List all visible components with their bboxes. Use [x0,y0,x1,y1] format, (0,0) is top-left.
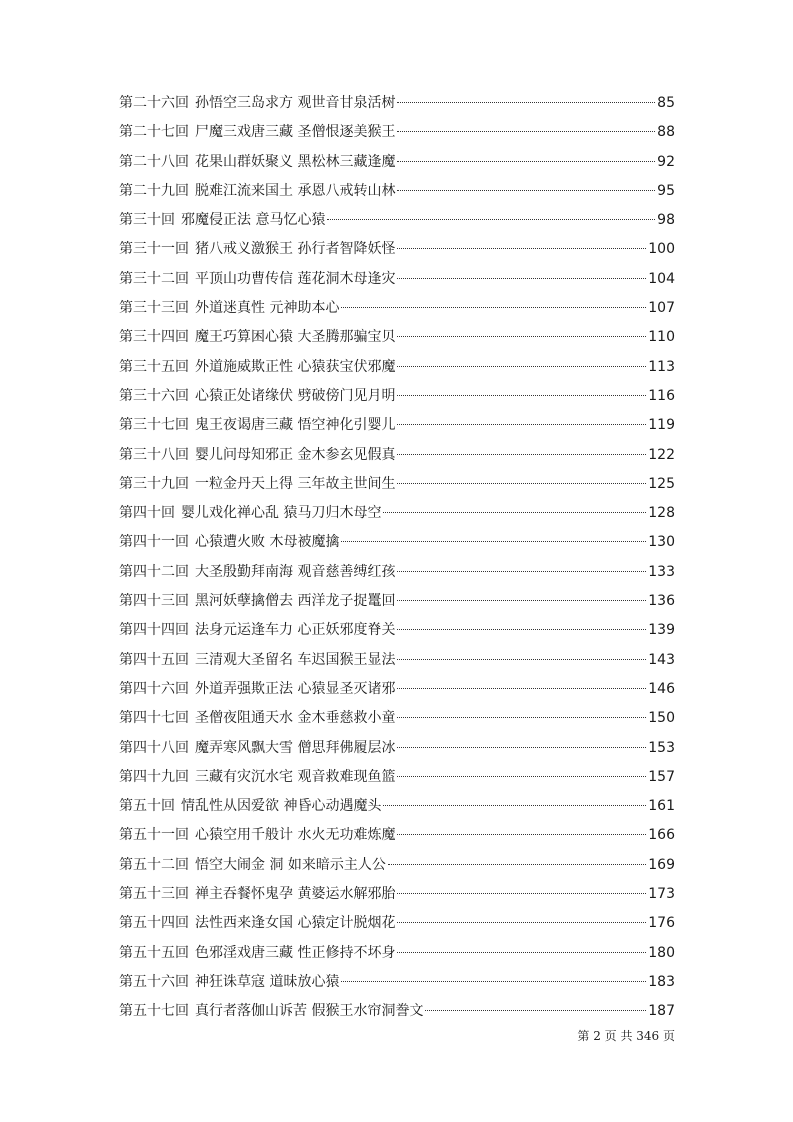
toc-page-number: 125 [648,475,675,492]
dot-leader [397,834,646,835]
toc-entry[interactable] [119,89,675,118]
toc-page-number: 133 [648,563,675,580]
toc-chapter-title: 脱难江流来国土 承恩八戒转山林 [195,182,396,199]
toc-page-number: 85 [657,95,675,111]
toc-page-number: 92 [657,153,675,170]
dot-leader [397,483,646,484]
dot-leader [341,541,646,542]
dot-leader [397,659,646,660]
dot-leader [397,922,646,923]
toc-chapter-number: 第五十二回 [119,856,189,873]
toc-entry[interactable] [119,528,675,557]
toc-chapter-number: 第二十七回 [119,124,189,141]
dot-leader [397,629,646,630]
toc-entry[interactable] [119,265,675,294]
dot-leader [397,454,646,455]
toc-chapter-number: 第三十五回 [119,358,189,375]
dot-leader [397,717,646,718]
toc-page-number: 169 [648,856,675,873]
toc-page-number: 122 [648,446,675,463]
page-number-footer: 第 2 页 共 346 页 [577,1029,675,1043]
toc-entry[interactable] [119,294,675,323]
toc-chapter-number: 第四十六回 [119,680,189,697]
toc-page-number: 116 [648,387,675,404]
toc-entry[interactable] [119,939,675,968]
toc-page-number: 136 [648,593,675,610]
toc-chapter-title: 三清观大圣留名 车迟国猴王显法 [195,651,396,668]
toc-entry[interactable] [119,880,675,909]
toc-entry[interactable] [119,177,675,206]
toc-chapter-number: 第二十九回 [119,182,189,199]
toc-chapter-number: 第二十八回 [119,153,189,170]
toc-entry[interactable] [119,616,675,645]
dot-leader [397,102,655,103]
toc-entry[interactable] [119,148,675,177]
toc-chapter-title: 情乱性从因爱欲 神昏心动遇魔头 [181,798,382,815]
toc-chapter-number: 第五十五回 [119,944,189,961]
dot-leader [397,161,655,162]
toc-page-number: 143 [648,651,675,668]
toc-chapter-number: 第三十四回 [119,329,189,346]
toc-chapter-number: 第五十回 [119,798,175,815]
toc-entry[interactable] [119,734,675,763]
toc-entry[interactable] [119,206,675,235]
toc-page-number: 166 [648,827,675,844]
toc-page-number: 128 [648,505,675,522]
toc-chapter-title: 黑河妖孽擒僧去 西洋龙子捉鼍回 [195,593,396,610]
toc-page-number: 153 [648,739,675,756]
toc-chapter-title: 心猿正处诸缘伏 劈破傍门见月明 [195,387,396,404]
toc-chapter-number: 第三十回 [119,212,175,229]
toc-chapter-number: 第四十九回 [119,768,189,785]
toc-page-number: 180 [648,944,675,961]
toc-chapter-number: 第四十五回 [119,651,189,668]
dot-leader [397,600,646,601]
dot-leader [397,776,646,777]
dot-leader [397,336,646,337]
toc-chapter-number: 第二十六回 [119,95,189,111]
toc-page-number: 113 [648,358,675,375]
toc-page-number: 100 [648,241,675,258]
toc-page-number: 110 [648,329,675,346]
toc-page-number: 150 [648,710,675,727]
toc-chapter-title: 心猿遭火败 木母被魔擒 [195,534,340,551]
toc-chapter-title: 圣僧夜阻通天水 金木垂慈救小童 [195,710,396,727]
dot-leader [397,952,646,953]
toc-entry[interactable] [119,118,675,147]
toc-entry[interactable] [119,587,675,616]
toc-chapter-title: 大圣殷勤拜南海 观音慈善缚红孩 [195,563,396,580]
toc-chapter-number: 第五十一回 [119,827,189,844]
toc-entry[interactable] [119,411,675,440]
toc-page-number: 119 [648,417,675,434]
dot-leader [425,1010,646,1011]
toc-chapter-number: 第三十一回 [119,241,189,258]
dot-leader [327,219,655,220]
toc-chapter-title: 外道弄强欺正法 心猿显圣灭诸邪 [195,680,396,697]
dot-leader [397,248,646,249]
dot-leader [397,131,655,132]
toc-chapter-title: 平顶山功曹传信 莲花洞木母逢灾 [195,270,396,287]
toc-entry[interactable] [119,909,675,938]
toc-chapter-number: 第三十六回 [119,387,189,404]
toc-entry[interactable] [119,851,675,880]
toc-chapter-title: 孙悟空三岛求方 观世音甘泉活树 [195,95,396,111]
toc-chapter-title: 外道施威欺正性 心猿获宝伏邪魔 [195,358,396,375]
toc-chapter-number: 第五十三回 [119,886,189,903]
toc-page-number: 183 [648,973,675,990]
toc-page-number: 187 [648,1003,675,1020]
toc-chapter-title: 外道迷真性 元神助本心 [195,300,340,317]
dot-leader [397,747,646,748]
toc-chapter-title: 魔弄寒风飘大雪 僧思拜佛履层冰 [195,739,396,756]
toc-entry[interactable] [119,470,675,499]
dot-leader [341,307,646,308]
toc-chapter-title: 尸魔三戏唐三藏 圣僧恨逐美猴王 [195,124,396,141]
toc-entry[interactable] [119,704,675,733]
toc-chapter-number: 第五十七回 [119,1003,189,1020]
toc-entry[interactable] [119,323,675,352]
toc-entry[interactable] [119,792,675,821]
toc-entry[interactable] [119,441,675,470]
toc-chapter-number: 第三十九回 [119,475,189,492]
dot-leader [397,395,646,396]
toc-page-number: 95 [657,182,675,199]
toc-chapter-number: 第五十四回 [119,915,189,932]
toc-chapter-number: 第三十八回 [119,446,189,463]
dot-leader [397,688,646,689]
toc-chapter-title: 色邪淫戏唐三藏 性正修持不坏身 [195,944,396,961]
toc-chapter-title: 法性西来逢女国 心猿定计脱烟花 [195,915,396,932]
dot-leader [397,278,646,279]
toc-chapter-title: 婴儿问母知邪正 金木参玄见假真 [195,446,396,463]
toc-page-number: 146 [648,680,675,697]
toc-page-number: 104 [648,270,675,287]
toc-chapter-number: 第四十七回 [119,710,189,727]
dot-leader [341,981,646,982]
toc-page-number: 98 [657,212,675,229]
toc-page-number: 107 [648,300,675,317]
toc-page-number: 176 [648,915,675,932]
toc-chapter-number: 第四十一回 [119,534,189,551]
toc-entry[interactable] [119,235,675,264]
dot-leader [383,805,646,806]
toc-entry[interactable] [119,382,675,411]
toc-chapter-title: 鬼王夜谒唐三藏 悟空神化引婴儿 [195,417,396,434]
toc-chapter-title: 禅主吞餐怀鬼孕 黄婆运水解邪胎 [195,886,396,903]
toc-page-number: 157 [648,768,675,785]
toc-chapter-number: 第四十八回 [119,739,189,756]
toc-chapter-title: 真行者落伽山诉苦 假猴王水帘洞誊文 [195,1003,424,1020]
dot-leader [397,893,646,894]
toc-page-number: 130 [648,534,675,551]
toc-chapter-title: 婴儿戏化禅心乱 猿马刀归木母空 [181,505,382,522]
toc-chapter-title: 悟空大闹金 洞 如来暗示主人公 [195,856,386,873]
toc-entry[interactable] [119,646,675,675]
dot-leader [397,424,646,425]
table-of-contents [119,89,675,1027]
toc-entry[interactable] [119,997,675,1026]
toc-chapter-title: 邪魔侵正法 意马忆心猿 [181,212,326,229]
toc-chapter-number: 第四十二回 [119,563,189,580]
toc-page-number: 173 [648,886,675,903]
toc-page-number: 88 [657,124,675,141]
toc-chapter-number: 第四十四回 [119,622,189,639]
toc-entry[interactable] [119,558,675,587]
toc-chapter-number: 第三十七回 [119,417,189,434]
toc-chapter-number: 第三十三回 [119,300,189,317]
toc-chapter-title: 神狂诛草寇 道昧放心猿 [195,973,340,990]
toc-entry[interactable] [119,499,675,528]
toc-chapter-title: 三藏有灾沉水宅 观音救难现鱼篮 [195,768,396,785]
toc-entry[interactable] [119,353,675,382]
toc-chapter-title: 心猿空用千般计 水火无功难炼魔 [195,827,396,844]
toc-entry[interactable] [119,763,675,792]
toc-entry[interactable] [119,821,675,850]
toc-chapter-number: 第五十六回 [119,973,189,990]
toc-entry[interactable] [119,968,675,997]
toc-chapter-title: 魔王巧算困心猿 大圣腾那骗宝贝 [195,329,396,346]
toc-chapter-title: 一粒金丹天上得 三年故主世间生 [195,475,396,492]
toc-chapter-title: 花果山群妖聚义 黑松林三藏逢魔 [195,153,396,170]
dot-leader [383,512,646,513]
toc-chapter-number: 第四十三回 [119,593,189,610]
dot-leader [388,864,646,865]
toc-chapter-title: 猪八戒义激猴王 孙行者智降妖怪 [195,241,396,258]
toc-page-number: 139 [648,622,675,639]
dot-leader [397,571,646,572]
toc-entry[interactable] [119,675,675,704]
dot-leader [397,366,646,367]
dot-leader [397,190,655,191]
toc-chapter-number: 第四十回 [119,505,175,522]
toc-chapter-number: 第三十二回 [119,270,189,287]
toc-chapter-title: 法身元运逢车力 心正妖邪度脊关 [195,622,396,639]
toc-page-number: 161 [648,798,675,815]
